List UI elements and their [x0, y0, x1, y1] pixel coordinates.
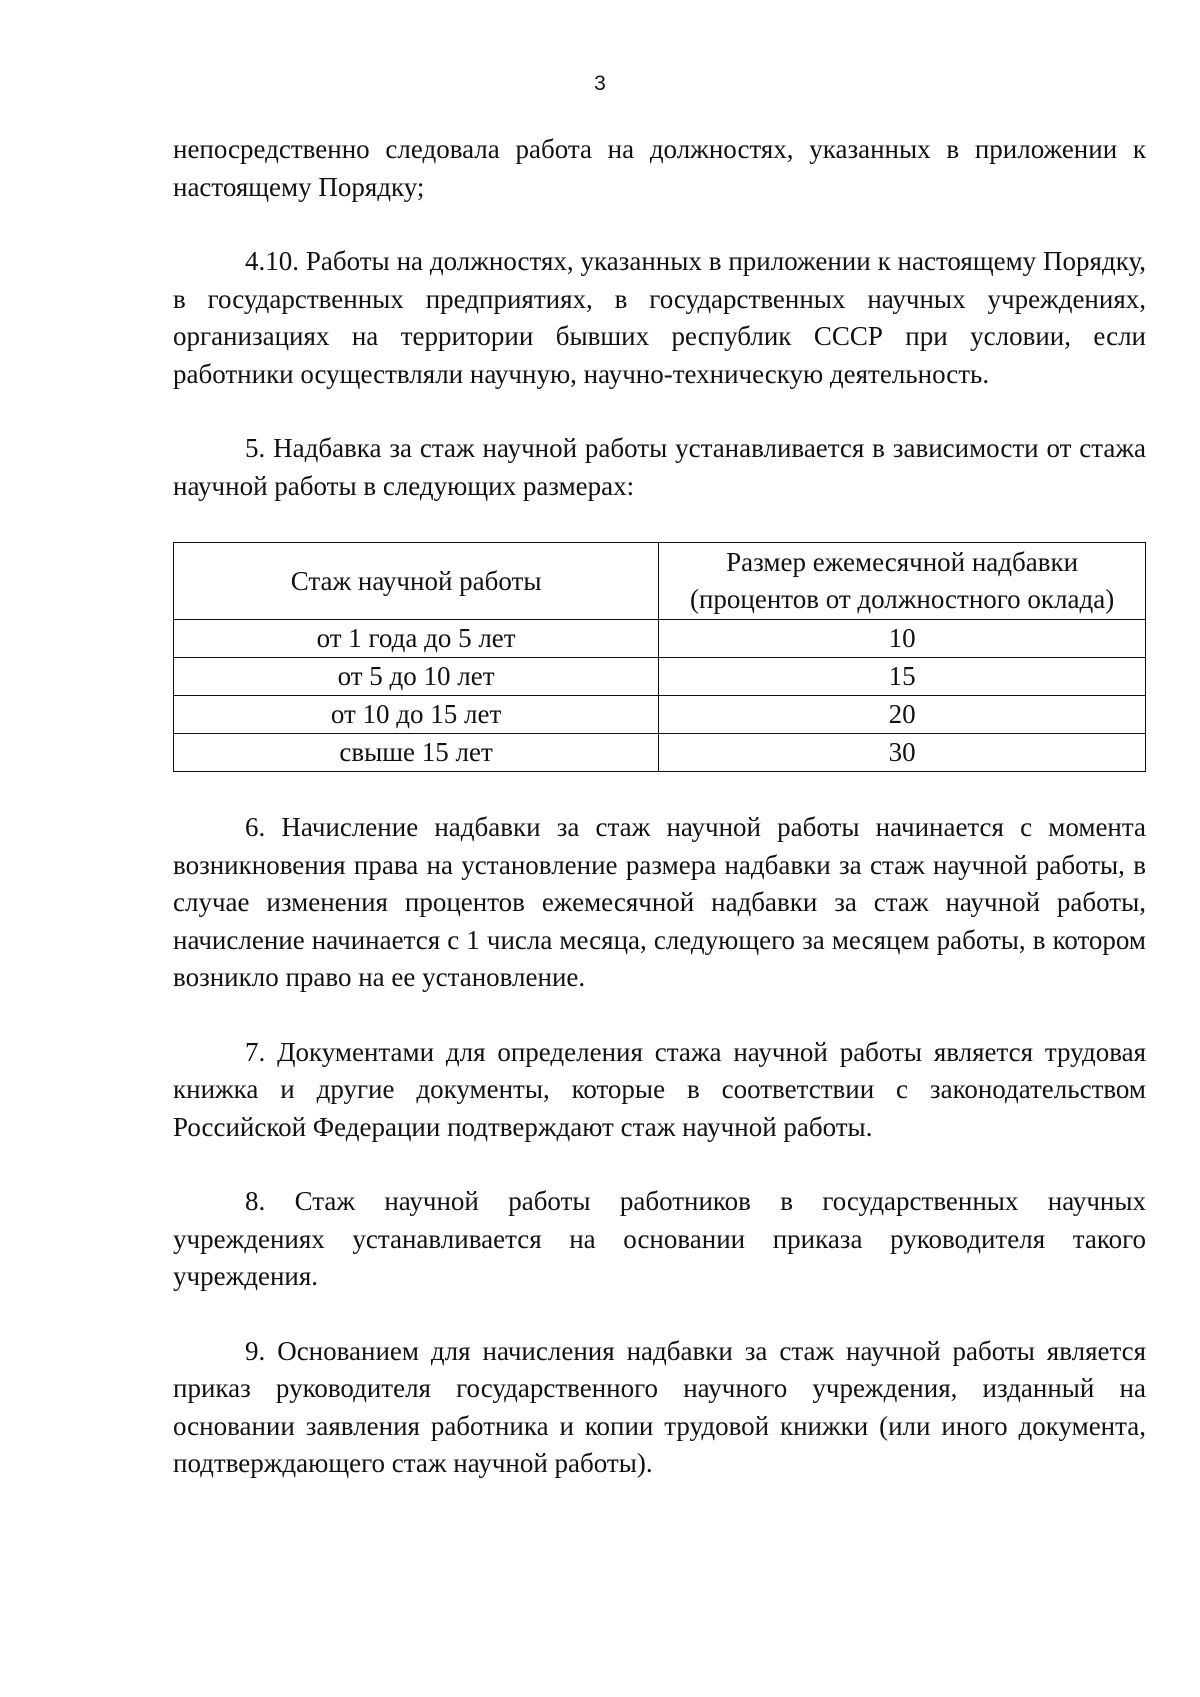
page-number: 3	[594, 72, 606, 95]
table-cell-stazh: от 5 до 10 лет	[174, 658, 659, 696]
document-body	[173, 131, 1146, 1483]
table-cell-percent: 15	[659, 658, 1146, 696]
table-header-stazh: Стаж научной работы	[174, 543, 659, 620]
table-header-row	[174, 543, 1146, 620]
table-row	[174, 696, 1146, 734]
paragraph-4-10: 4.10. Работы на должностях, указанных в приложении к настоящему Порядку, в государственных предприятиях, в государственных научных учреждениях, организациях на территории бывших республик СССР при условии, если работники осуществляли научную, научно-техническую деятельность.	[173, 246, 1146, 389]
table-cell-stazh: от 1 года до 5 лет	[174, 620, 659, 658]
paragraph-5: 5. Надбавка за стаж научной работы устанавливается в зависимости от стажа научной работы в следующих размерах:	[173, 433, 1146, 501]
table-cell-percent: 20	[659, 696, 1146, 734]
paragraph-6: 6. Начисление надбавки за стаж научной работы начинается с момента возникновения права на установление размера надбавки за стаж научной работы, в случае изменения процентов ежемесячной надбавки за стаж научной работы, начисление начинается с 1 числа месяца, следующего за месяцем работы, в котором возникло право на ее установление.	[173, 812, 1146, 992]
table-cell-percent: 30	[659, 734, 1146, 772]
table-row	[174, 658, 1146, 696]
paragraph-8: 8. Стаж научной работы работников в государственных научных учреждениях устанавливается на основании приказа руководителя такого учреждения.	[173, 1186, 1146, 1291]
table-cell-stazh: свыше 15 лет	[174, 734, 659, 772]
paragraph-7: 7. Документами для определения стажа научной работы является трудовая книжка и другие документы, которые в соответствии с законодательством Российской Федерации подтверждают стаж научной работы.	[173, 1036, 1146, 1142]
paragraph-9: 9. Основанием для начисления надбавки за стаж научной работы является приказ руководителя государственного научного учреждения, изданный на основании заявления работника и копии трудовой книжки (или иного документа, подтверждающего стаж научной работы).	[173, 1335, 1146, 1478]
table-cell-percent: 10	[659, 620, 1146, 658]
allowance-table	[173, 542, 1146, 772]
paragraph-continuation: непосредственно следовала работа на должностях, указанных в приложении к настоящему Порядку;	[173, 134, 1146, 202]
table-row	[174, 620, 1146, 658]
table-header-percent: Размер ежемесячной надбавки (процентов от должностного оклада)	[659, 543, 1146, 620]
table-cell-stazh: от 10 до 15 лет	[174, 696, 659, 734]
table-row	[174, 734, 1146, 772]
